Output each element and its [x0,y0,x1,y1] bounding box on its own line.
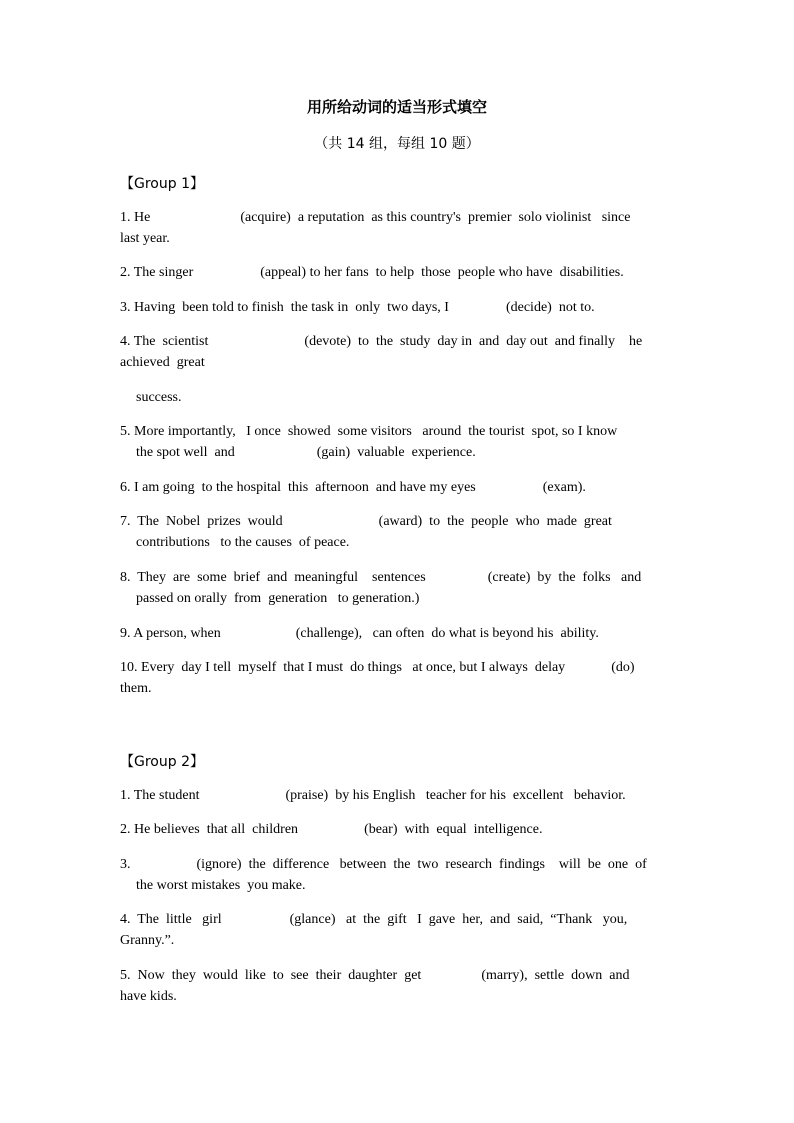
page-title: 用所给动词的适当形式填空 [306,98,487,116]
g1-question-9: 9. A person, when (challenge), can often do what is beyond his ability. [120,626,599,641]
g1-question-2: 2. The singer (appeal) to her fans to help those people who have disabilities. [120,265,624,280]
g1-question-3: 3. Having been told to finish the task in only two days, I (decide) not to. [120,300,595,315]
group-1-label: 【Group 1】 [120,176,204,192]
g2-question-5: 5. Now they would like to see their daughter get (marry), settle down and have kids. [120,968,630,1004]
g2-question-4: 4. The little girl (glance) at the gift I gave her, and said, “Thank you, Granny.”. [120,912,628,948]
g1-question-1: 1. He (acquire) a reputation as this country's premier solo violinist since last year. [120,210,631,246]
g1-question-10: 10. Every day I tell myself that I must do things at once, but I always delay (do) them. [120,660,635,696]
g1-question-5: 5. More importantly, I once showed some visitors around the tourist spot, so I know the spot well and (gain) valuable experience. [120,424,618,460]
group-2-label: 【Group 2】 [120,754,204,770]
g1-question-4: 4. The scientist (devote) to the study day in and day out and finally he achieved great [120,334,643,370]
page-subtitle: （共 14 组，每组 10 题） [314,136,480,152]
g2-question-3: 3. (ignore) the difference between the two research findings will be one of the worst mistakes you make. [120,857,647,893]
g1-question-4-cont: success. [136,390,182,405]
g2-question-1: 1. The student (praise) by his English teacher for his excellent behavior. [120,788,626,803]
g1-question-7: 7. The Nobel prizes would (award) to the people who made great contributions to the causes of peace. [120,514,612,550]
g1-question-8: 8. They are some brief and meaningful sentences (create) by the folks and passed on orally from generation to generation.) [120,570,642,606]
g2-question-2: 2. He believes that all children (bear) with equal intelligence. [120,822,543,837]
g1-question-6: 6. I am going to the hospital this afternoon and have my eyes (exam). [120,480,586,495]
